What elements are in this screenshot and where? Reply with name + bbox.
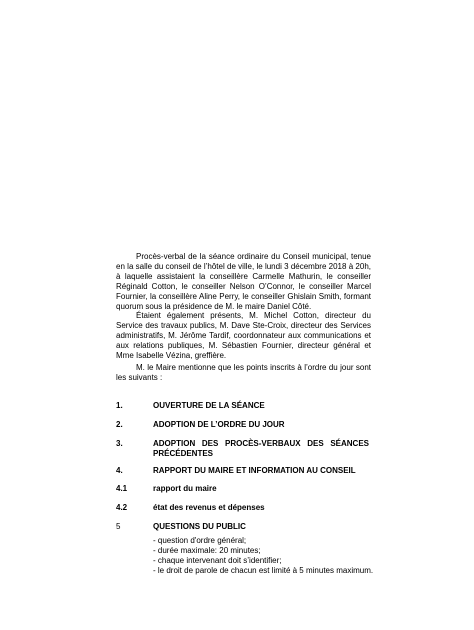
agenda-item-title: OUVERTURE DE LA SÉANCE: [153, 401, 265, 410]
agenda-item-3: [116, 439, 376, 459]
agenda-intro-text: M. le Maire mentionne que les points inscrits à l’ordre du jour sont les suivants :: [116, 363, 371, 382]
list-item: - le droit de parole de chacun est limité à 5 minutes maximum.: [153, 566, 374, 575]
agenda-item-number: 5: [116, 522, 121, 531]
agenda-item-number: 4.: [116, 466, 123, 475]
attendees-paragraph: [116, 311, 371, 361]
agenda-item-title: état des revenus et dépenses: [153, 503, 265, 512]
agenda-item-title: rapport du maire: [153, 484, 217, 493]
agenda-item-number: 1.: [116, 401, 123, 410]
agenda-item-number: 4.2: [116, 503, 128, 512]
agenda-item-title-continued: PRÉCÉDENTES: [153, 449, 214, 458]
agenda-item-title: ADOPTION DES PROCÈS-VERBAUX DES SÉANCES: [153, 439, 369, 448]
public-questions-rules-list: [153, 536, 383, 576]
attendees-text: Étaient également présents, M. Michel Cotton, directeur du Service des travaux publics, M. Dave Ste-Croix, directeur des Services administratifs, M. Jérôme Tardif, coordonnateur aux communications et aux relations publiques, M. Sébastien Fournier, directeur général et Mme Isabelle Vézina, greffière.: [116, 311, 371, 360]
minutes-intro-text: Procès-verbal de la séance ordinaire du Conseil municipal, tenue en la salle du conseil de l’hôtel de ville, le lundi 3 décembre 2018 à 20h, à laquelle assistaient la conseillère Carmelle Mathurin, le conseiller Réginald Cotton, le conseiller Nelson O’Connor, le conseiller Marcel Fournier, la conseillère Aline Perry, le conseiller Ghislain Smith, formant quorum sous la présidence de M. le maire Daniel Côté.: [116, 252, 371, 311]
minutes-intro-paragraph: [116, 252, 371, 312]
agenda-item-number: 4.1: [116, 484, 128, 493]
list-item: - durée maximale: 20 minutes;: [153, 546, 261, 555]
agenda-item-title: RAPPORT DU MAIRE ET INFORMATION AU CONSEIL: [153, 466, 356, 475]
list-item: - question d'ordre général;: [153, 536, 247, 545]
agenda-intro-paragraph: [116, 363, 371, 383]
agenda-item-title: QUESTIONS DU PUBLIC: [153, 522, 246, 531]
agenda-item-number: 2.: [116, 420, 123, 429]
agenda-item-number: 3.: [116, 439, 123, 448]
agenda-item-title: ADOPTION DE L’ORDRE DU JOUR: [153, 420, 285, 429]
list-item: - chaque intervenant doit s’identifier;: [153, 556, 282, 565]
